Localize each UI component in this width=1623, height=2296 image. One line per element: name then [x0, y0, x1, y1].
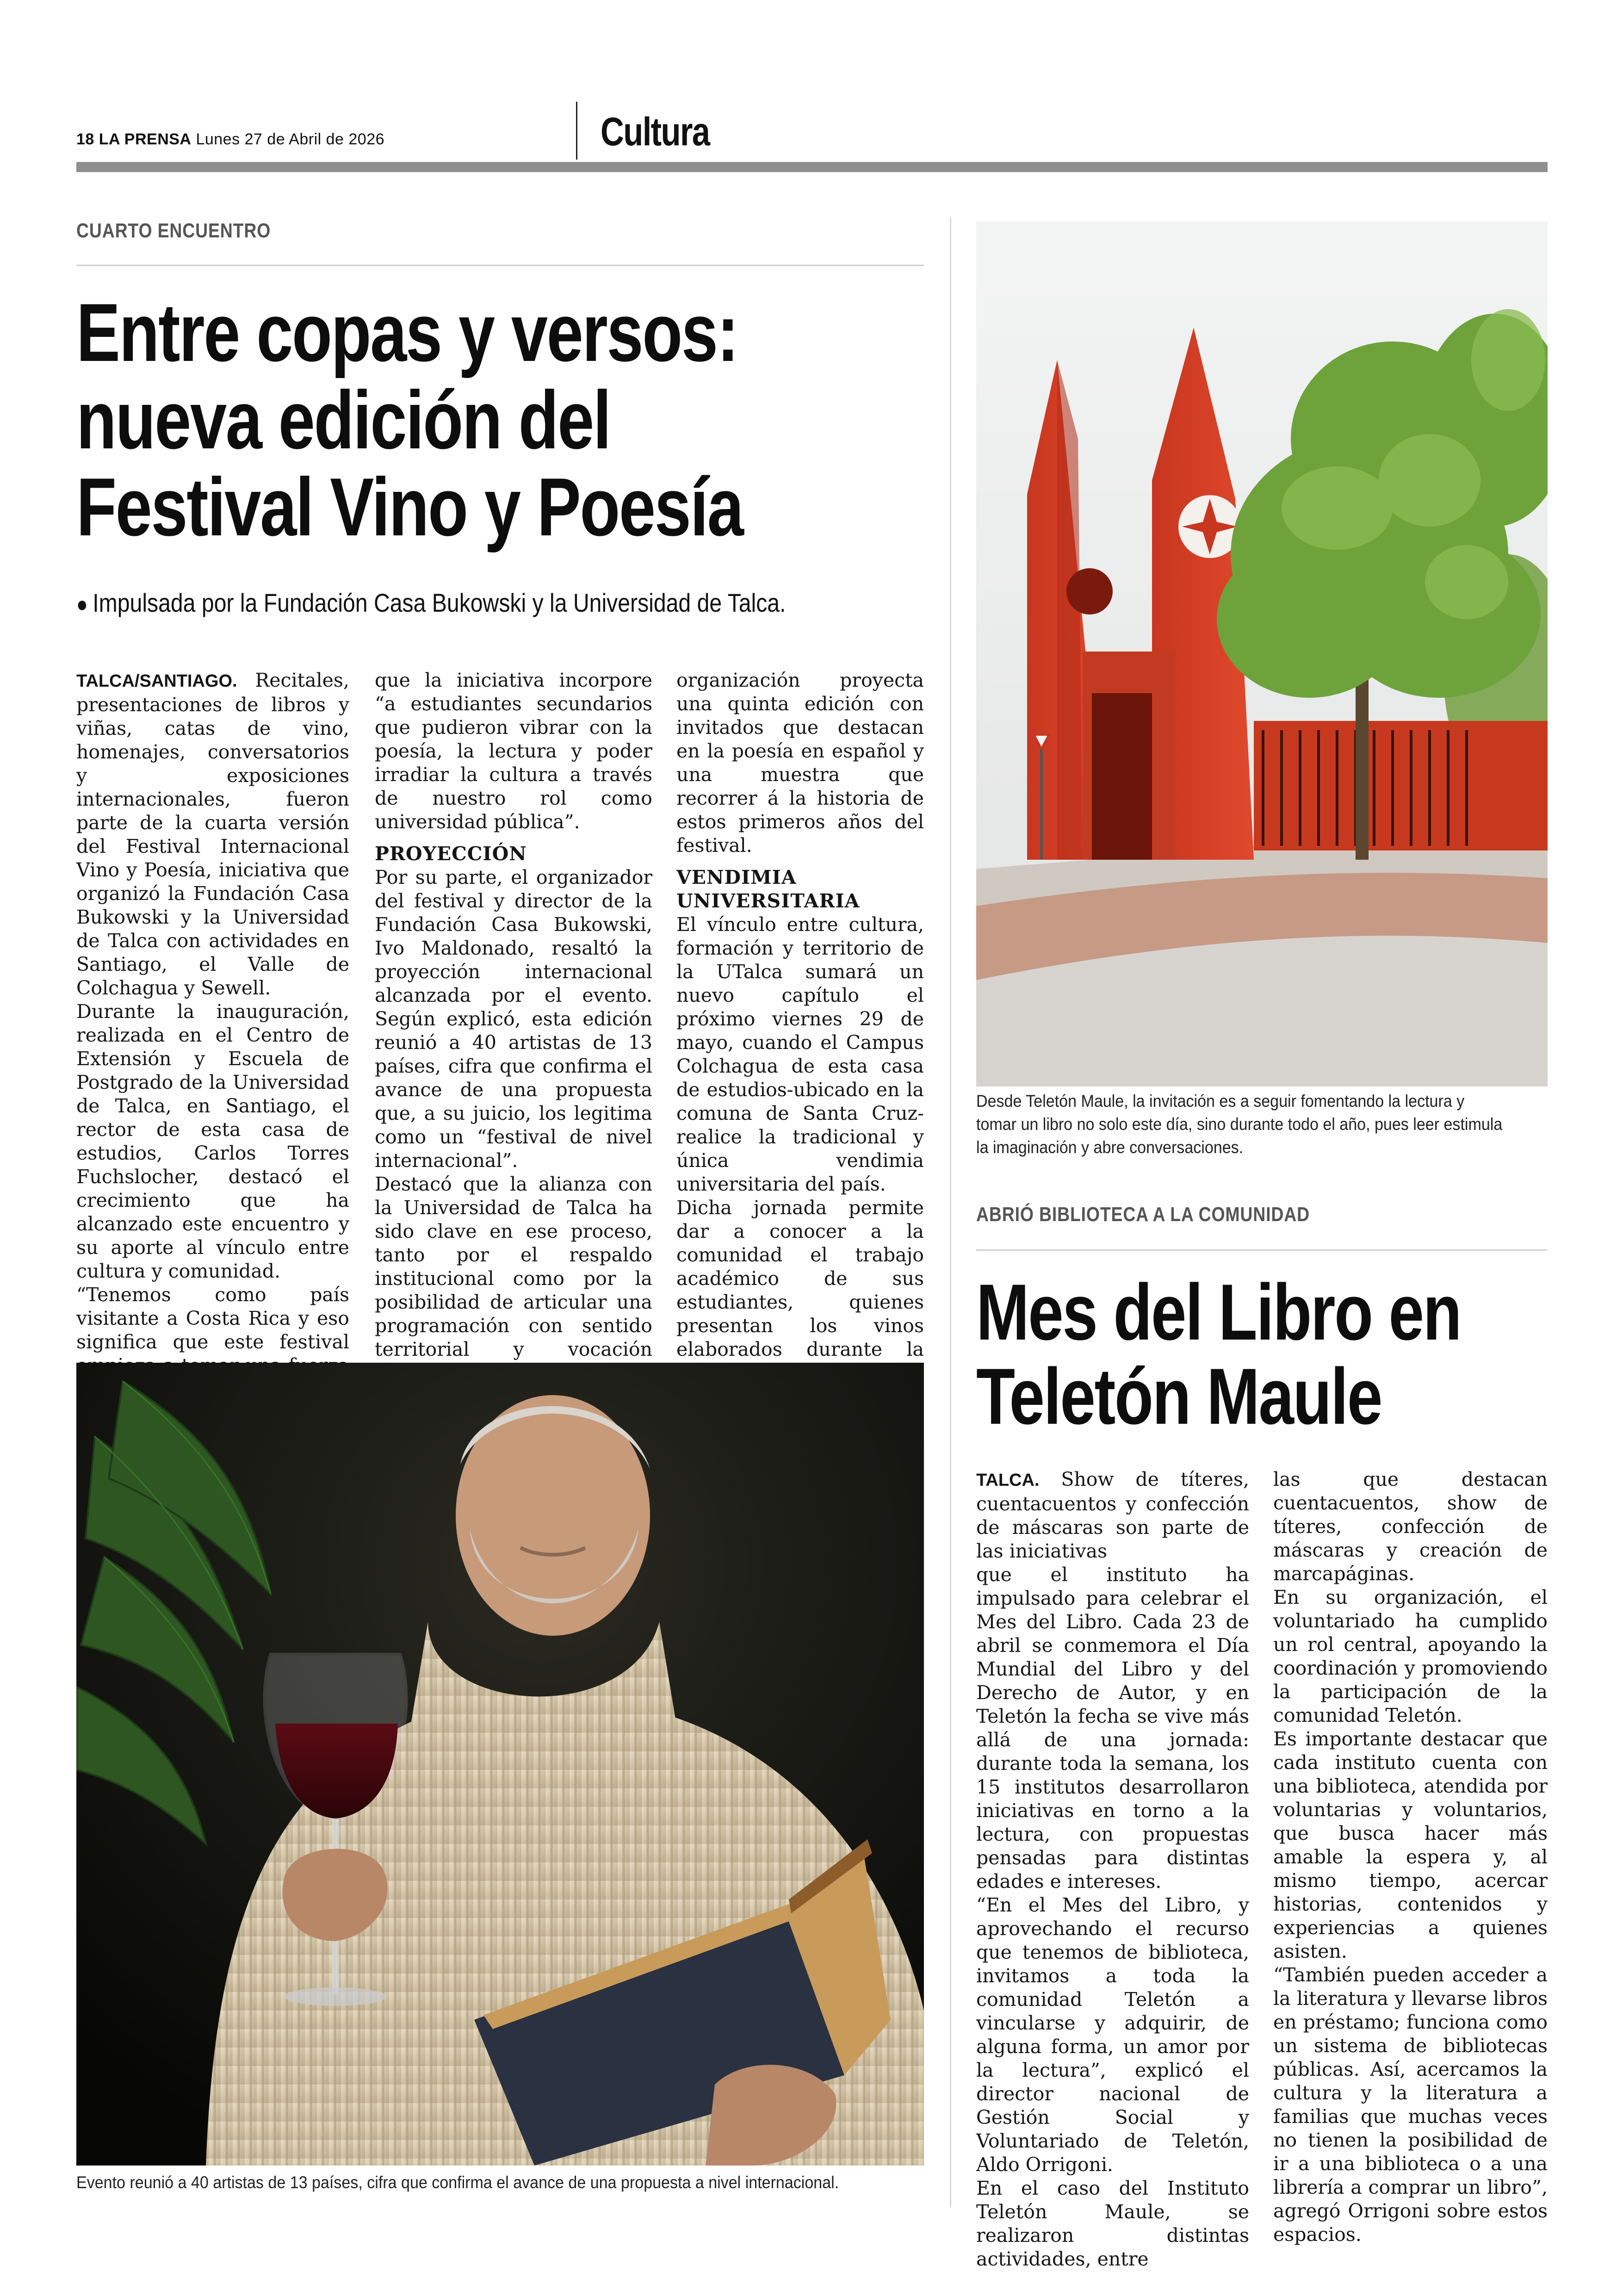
paragraph: las que destacan cuentacuentos, show de títeres, confección de máscaras y creación de marcapáginas. [1273, 1468, 1548, 1585]
paragraph: Show de títeres, cuentacuentos y confección de máscaras son parte de las iniciativas [976, 1468, 1249, 1562]
bullet-icon: ● [76, 592, 88, 617]
subheading-proyeccion: PROYECCIÓN [375, 843, 527, 865]
headline-line-1: Mes del Libro en [976, 1268, 1461, 1357]
article1-headline [76, 286, 743, 553]
article1-kicker-rule [76, 265, 924, 266]
article2-column-2 [1273, 1468, 1548, 2246]
header-divider [576, 102, 577, 160]
paragraph: Dicha jornada permite dar a conocer a la comunidad el trabajo académico de sus estudiantes, quienes presentan los vinos elaborados durante la [676, 1197, 924, 1360]
folio-line [76, 130, 384, 149]
paragraph: “En el Mes del Libro, y aprovechando el recurso que tenemos de biblioteca, invitamos a toda la comunidad Teletón a vincularse y adquirir, de alguna forma, un amor por la lectura”, explicó el director nacional de Gestión Social y Voluntariado de Teletón, Aldo Orrigoni. [976, 1894, 1249, 2176]
article2-column-1 [976, 1468, 1249, 2271]
headline-line-2: Teletón Maule [976, 1352, 1382, 1441]
subheading-vendimia: VENDIMIA UNIVERSITARIA [676, 866, 860, 912]
paragraph: organización proyecta una quinta edición con invitados que destacan en la poesía en español y una muestra que recorrer á la historia de estos primeros años del festival. [676, 669, 924, 856]
paragraph: En el caso del Instituto Teletón Maule, se realizaron distintas actividades, entre [976, 2177, 1249, 2270]
article1-photo-caption: Evento reunió a 40 artistas de 13 países, cifra que confirma el avance de una propuesta a nivel internacional. [76, 2173, 839, 2192]
paragraph: que la iniciativa incorpore “a estudiantes secundarios que pudieron vibrar con la poesía, la lectura y poder irradiar la cultura a través de nuestro rol como universidad pública”. [375, 669, 652, 833]
article1-column-2 [375, 669, 652, 1409]
deck-text: Impulsada por la Fundación Casa Bukowski y la Universidad de Talca. [93, 588, 786, 617]
header-rule [76, 162, 1548, 172]
issue-date: Lunes 27 de Abril de 2026 [196, 130, 385, 148]
article1-kicker: CUARTO ENCUENTRO [76, 219, 271, 242]
page-number: 18 [76, 130, 94, 148]
dateline: TALCA/SANTIAGO. [76, 671, 237, 691]
paragraph: “También pueden acceder a la literatura y llevarse libros en préstamo; funciona como un sistema de bibliotecas públicas. Así, acercamos la cultura y la literatura a familias que muchas veces no tienen la posibilidad de ir a una biblioteca o a una librería a comprar un libro”, agregó Orrigoni sobre estos espacios. [1273, 1964, 1548, 2246]
paragraph: En su organización, el voluntariado ha cumplido un rol central, apoyando la coordinación y promoviendo la participación de la comunidad Teletón. [1273, 1586, 1548, 1726]
paragraph: que el instituto ha impulsado para celebrar el Mes del Libro. Cada 23 de abril se conmemora el Día Mundial del Libro y del Derecho de Autor, y en Teletón la fecha se vive más allá de una jornada: durante toda la semana, los 15 institutos desarrollaron iniciativas en torno a la lectura, con propuestas pensadas para distintas edades e intereses. [976, 1564, 1249, 1893]
article1-column-3 [676, 669, 924, 1432]
article2-photo-caption: Desde Teletón Maule, la invitación es a seguir fomentando la lectura y tomar un libro no solo este día, sino durante todo el año, pues leer estimula la imaginación y abre conversaciones. [976, 1092, 1503, 1157]
paragraph: Por su parte, el organizador del festival y director de la Fundación Casa Bukowski, Ivo Maldonado, resaltó la proyección internacional alcanzada por el evento. Según explicó, esta edición reunió a 40 artistas de 13 países, cifra que confirma el avance de una propuesta que, a su juicio, los legitima como un “festival de nivel internacional”. [375, 866, 652, 1172]
paragraph: Durante la inauguración, realizada en el Centro de Extensión y Escuela de Postgrado de la Universidad de Talca, en Santiago, el rector de esta casa de estudios, Carlos Torres Fuchslocher, destacó el crecimiento que ha alcanzado este encuentro y su aporte al vínculo entre cultura y comunidad. [76, 1000, 349, 1282]
dateline: TALCA. [976, 1471, 1040, 1490]
article1-deck [76, 588, 786, 618]
chapel-illustration [976, 221, 1548, 1086]
column-divider [950, 217, 951, 2207]
photo-man-reading-wine [76, 1363, 924, 2166]
paragraph: “Tenemos como país visitante a Costa Rica y eso significa que este festival [76, 1284, 349, 1353]
article2-headline [976, 1270, 1461, 1439]
headline-line-1: Entre copas y versos: [76, 286, 738, 379]
section-title: Cultura [601, 110, 710, 154]
article1-column-1 [76, 669, 349, 1472]
paragraph: Recitales, presentaciones de libros y viñas, catas de vino, homenajes, conversatorios y exposiciones internacionales, fueron parte de la cuarta versión del Festival Internacional Vino y Poesía, iniciativa que organizó la Fundación Casa Bukowski y la Universidad de Talca con actividades en Santiago, el Valle de Colchagua y Sewell. [76, 669, 349, 999]
publication-name: LA PRENSA [99, 130, 192, 148]
headline-line-3: Festival Vino y Poesía [76, 461, 743, 553]
article2-kicker: ABRIÓ BIBLIOTECA A LA COMUNIDAD [976, 1203, 1310, 1226]
man-reading-illustration [76, 1363, 924, 2166]
headline-line-2: nueva edición del [76, 373, 611, 466]
paragraph: Es importante destacar que cada instituto cuenta con una biblioteca, atendida por voluntarias y voluntarios, que busca hacer más amable la espera y, al mismo tiempo, acercar historias, contenidos y experiencias a quienes asisten. [1273, 1728, 1548, 1962]
article2-kicker-rule [976, 1249, 1548, 1251]
photo-red-chapel [976, 221, 1548, 1086]
paragraph: Destacó que la alianza con la Universidad de Talca ha sido clave en ese proceso, tanto por el respaldo institucional como por la posibilidad de articular una programación con sentido territorial y vocación [375, 1173, 652, 1360]
paragraph: El vínculo entre cultura, formación y territorio de la UTalca sumará un nuevo capítulo el próximo viernes 29 de mayo, cuando el Campus Colchagua de esta casa de estudios-ubicado en la comuna de Santa Cruz- realice la tradicional y única vendimia universitaria del país. [676, 913, 924, 1195]
